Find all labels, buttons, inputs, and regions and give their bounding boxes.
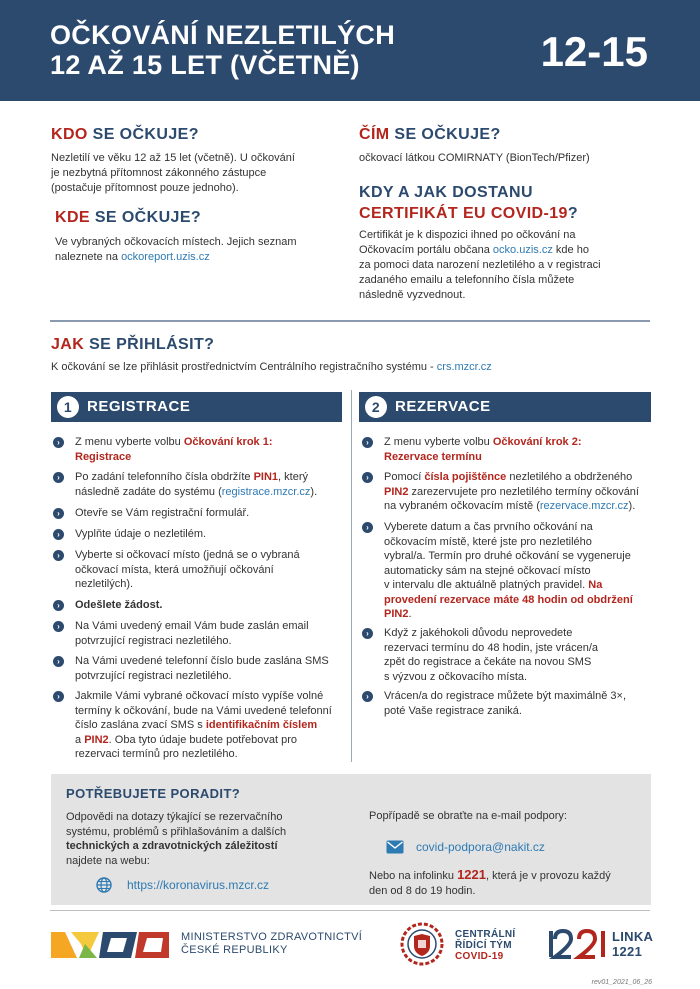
registrace-item xyxy=(75,619,345,648)
item-text: číslo zaslána zvací SMS s xyxy=(75,719,203,731)
ockoreport-link[interactable]: ockoreport.uzis.cz xyxy=(121,251,210,263)
certifikat-text-suffix: kde ho xyxy=(555,244,589,256)
item-highlight: identifikačním číslem xyxy=(205,719,318,731)
crt-name xyxy=(455,929,515,962)
column-divider xyxy=(351,390,352,762)
item-text: Z menu vyberte volbu xyxy=(384,436,490,448)
step-2-badge: 2 xyxy=(365,396,387,418)
step-1-badge: 1 xyxy=(57,396,79,418)
infoline-suffix: , která je v provozu každý xyxy=(486,870,611,882)
registrace-bar xyxy=(51,392,342,422)
jak-heading-red: JAK xyxy=(51,336,85,353)
item-highlight: PIN2 xyxy=(84,733,109,746)
item-text: Jakmile Vámi vybrané očkovací místo vypíše volné xyxy=(75,690,324,702)
item-text: . xyxy=(408,608,412,620)
rezervace-item xyxy=(384,626,654,684)
divider xyxy=(50,320,650,322)
linka-name xyxy=(612,929,653,959)
kde-text xyxy=(55,235,345,265)
item-text: Vyberete datum a čas prvního očkování na xyxy=(384,521,593,533)
certifikat-heading-end: ? xyxy=(567,205,579,222)
cim-heading xyxy=(359,126,501,144)
rezervace-item xyxy=(384,689,656,718)
cim-heading-rest: SE OČKUJE? xyxy=(394,126,501,143)
jak-text xyxy=(51,360,651,375)
kdo-text-line: (postačuje přítomnost pouze jednoho). xyxy=(51,182,239,194)
registrace-item xyxy=(75,470,345,499)
chevron-right-icon: › xyxy=(362,691,373,702)
item-text: termíny k očkování, bude na Vámi uvedené telefonní xyxy=(75,704,332,717)
kdo-heading-rest: SE OČKUJE? xyxy=(92,126,199,143)
kde-heading-red: KDE xyxy=(55,209,90,226)
infoline-prefix: Nebo na infolinku xyxy=(369,870,455,882)
item-text: Z menu vyberte volbu xyxy=(75,436,181,448)
rezervace-item xyxy=(384,520,656,622)
item-text: ). xyxy=(310,485,318,498)
kdo-text-line: Nezletilí ve věku 12 až 15 let (včetně). U očkování xyxy=(51,152,295,164)
crt-emblem-icon xyxy=(400,922,444,966)
kdo-text-line: je nezbytná přítomnost zákonného zástupce xyxy=(51,167,267,179)
infoline-hours: den od 8 do 19 hodin. xyxy=(369,884,476,897)
chevron-right-icon: › xyxy=(53,656,64,667)
help-title: POTŘEBUJETE PORADIT? xyxy=(66,786,241,801)
email-icon xyxy=(386,840,404,854)
linka-logo xyxy=(549,929,607,959)
rezervace-title: REZERVACE xyxy=(395,398,491,415)
item-highlight: Očkování krok 1: xyxy=(183,436,273,448)
item-text: nezletilých). xyxy=(75,578,134,590)
item-text: ). xyxy=(628,500,636,512)
revision-label: rev01_2021_06_26 xyxy=(591,979,652,986)
jak-heading-rest: SE PŘIHLÁSIT? xyxy=(89,336,215,353)
item-text: nezletilého a obdrženého xyxy=(509,471,633,483)
item-highlight: PIN1 xyxy=(253,471,279,483)
cim-text: očkovací látkou COMIRNATY (BionTech/Pfizer) xyxy=(359,152,590,164)
header-banner xyxy=(0,0,700,101)
kdo-heading-red: KDO xyxy=(51,126,88,143)
kdo-heading xyxy=(51,126,199,144)
item-highlight: Rezervace termínu xyxy=(384,450,482,463)
help-text-line: najdete na webu: xyxy=(66,854,150,867)
ocko-uzis-link[interactable]: ocko.uzis.cz xyxy=(492,244,553,256)
chevron-right-icon: › xyxy=(53,621,64,632)
chevron-right-icon: › xyxy=(53,472,64,483)
chevron-right-icon: › xyxy=(53,508,64,519)
jak-heading xyxy=(51,336,214,354)
help-box xyxy=(51,774,651,905)
certifikat-text-line: Certifikát je k dispozici ihned po očkování na xyxy=(359,229,576,241)
certifikat-text-line: zadaného emailu a telefonního čísla můžete xyxy=(359,274,575,286)
rezervace-item xyxy=(384,470,654,514)
item-text: očkovacím místě, které jste pro nezletilého xyxy=(384,535,592,548)
item-highlight: Registrace xyxy=(75,450,132,463)
item-text: potvrzující registraci nezletilého. xyxy=(75,634,232,647)
item-text: Vrácen/a do registrace můžete být maximálně 3×, xyxy=(384,690,627,702)
title-line-1: OČKOVÁNÍ NEZLETILÝCH xyxy=(50,20,396,50)
registrace-item xyxy=(75,548,345,592)
registrace-link[interactable]: registrace.mzcr.cz xyxy=(221,485,311,498)
item-text: a xyxy=(75,733,82,746)
rezervace-bar xyxy=(359,392,651,422)
item-text: s výzvou z očkovacího místa. xyxy=(384,670,528,683)
certifikat-heading xyxy=(359,182,578,224)
chevron-right-icon: › xyxy=(53,691,64,702)
item-highlight: provedení rezervace máte 48 hodin od obdržení xyxy=(384,593,633,606)
kde-heading-rest: SE OČKUJE? xyxy=(94,209,202,226)
item-text: na vybraném očkovacím místě ( xyxy=(384,500,540,512)
item-text: zpět do registrace a čekáte na novou SMS xyxy=(384,656,592,668)
item-highlight: PIN2 xyxy=(384,485,409,498)
registrace-item: Odešlete žádost. xyxy=(75,599,163,611)
item-highlight: čísla pojištěnce xyxy=(424,471,507,483)
rezervace-link[interactable]: rezervace.mzcr.cz xyxy=(539,500,629,512)
registrace-item xyxy=(75,435,345,464)
kde-heading xyxy=(55,209,201,227)
linka-line: 1221 xyxy=(612,944,643,959)
chevron-right-icon: › xyxy=(362,437,373,448)
footer-divider xyxy=(50,910,650,911)
title-line-2: 12 AŽ 15 LET (VČETNĚ) xyxy=(50,50,360,80)
email-intro: Popřípadě se obraťte na e-mail podpory: xyxy=(369,810,567,822)
registrace-item xyxy=(75,689,350,762)
item-highlight: PIN2 xyxy=(384,608,409,620)
certifikat-text-prefix: Očkovacím portálu občana xyxy=(359,244,490,256)
registrace-title: REGISTRACE xyxy=(87,398,191,415)
globe-icon xyxy=(96,877,112,893)
ministry-logo xyxy=(51,928,169,958)
infoline-number[interactable]: 1221 xyxy=(457,867,486,882)
email-link[interactable]: covid-podpora@nakit.cz xyxy=(416,840,545,854)
crt-line: ŘÍDÍCÍ TÝM xyxy=(455,940,512,951)
certifikat-text-line: následně vyzvednout. xyxy=(359,289,466,301)
rezervace-item xyxy=(384,435,654,464)
help-text-line: Odpovědi na dotazy týkající se rezervačního xyxy=(66,811,283,823)
kde-text-line: Ve vybraných očkovacích místech. Jejich seznam xyxy=(55,236,297,248)
item-highlight: Na xyxy=(588,579,603,591)
help-text-line: systému, problémů s přihlašováním a dalších xyxy=(66,825,287,838)
koronavirus-link[interactable]: https://koronavirus.mzcr.cz xyxy=(127,878,270,892)
item-text: poté Vaše registrace zaniká. xyxy=(384,704,522,717)
item-text: Když z jakéhokoli důvodu neprovedete xyxy=(384,627,573,639)
infoline-text xyxy=(369,868,649,898)
kde-text-prefix: naleznete na xyxy=(55,251,118,263)
item-text: rezervaci termínů pro nezletilého. xyxy=(75,748,238,760)
item-text: Na Vámi uvedené telefonní číslo bude zaslána SMS xyxy=(75,655,329,667)
linka-line: LINKA xyxy=(612,929,654,944)
chevron-right-icon: › xyxy=(53,437,64,448)
item-text: Na Vámi uvedený email Vám bude zaslán email xyxy=(75,620,309,632)
item-text: Vyberte si očkovací místo (jedná se o vybraná xyxy=(75,549,300,561)
chevron-right-icon: › xyxy=(53,600,64,611)
item-text: v intervalu dle aktuálně platných pravidel. xyxy=(384,579,586,591)
item-text: vybral/a. Termín pro druhé očkování se vygeneruje xyxy=(384,550,631,562)
item-text: následně zadáte do systému ( xyxy=(75,485,222,498)
registrace-item xyxy=(75,654,350,683)
help-text xyxy=(66,810,356,868)
cim-heading-red: ČÍM xyxy=(359,126,390,143)
crs-link[interactable]: crs.mzcr.cz xyxy=(436,361,492,373)
crt-line: CENTRÁLNÍ xyxy=(455,929,516,940)
certifikat-heading-red: CERTIFIKÁT EU COVID-19 xyxy=(359,205,568,222)
crt-line: COVID-19 xyxy=(455,951,504,962)
chevron-right-icon: › xyxy=(362,628,373,639)
certifikat-text xyxy=(359,228,649,303)
kdo-text xyxy=(51,151,341,196)
registrace-item: Vyplňte údaje o nezletilém. xyxy=(75,528,207,540)
help-text-bold: technických a zdravotnických záležitostí xyxy=(66,840,278,852)
chevron-right-icon: › xyxy=(362,472,373,483)
item-text: potvrzující registraci nezletilého. xyxy=(75,669,232,682)
item-text: . Oba tyto údaje budete potřebovat pro xyxy=(108,733,298,746)
chevron-right-icon: › xyxy=(53,550,64,561)
item-text: automaticky sám na stejné očkovací místo xyxy=(384,564,591,577)
certifikat-text-line: za pomoci data narození nezletilého a v registraci xyxy=(359,259,601,271)
item-text: Po zadání telefonního čísla obdržíte xyxy=(75,471,251,483)
item-highlight: Očkování krok 2: xyxy=(492,436,582,448)
item-text: rezervaci termínu do 48 hodin, jste vrácen/a xyxy=(384,641,599,654)
certifikat-heading-line1: KDY A JAK DOSTANU xyxy=(359,184,533,201)
item-text: , který xyxy=(278,471,308,483)
ministry-line: ČESKÉ REPUBLIKY xyxy=(181,944,288,956)
chevron-right-icon: › xyxy=(362,522,373,533)
item-text: Pomocí xyxy=(384,471,422,483)
item-text: očkovací místa, která umožňují očkování xyxy=(75,563,274,576)
chevron-right-icon: › xyxy=(53,529,64,540)
jak-text-prefix: K očkování se lze přihlásit prostřednictvím Centrálního registračního systému - xyxy=(51,361,434,373)
age-range: 12-15 xyxy=(540,28,648,75)
ministry-line: MINISTERSTVO ZDRAVOTNICTVÍ xyxy=(181,931,363,943)
ministry-name xyxy=(181,931,362,957)
item-text: zarezervujete pro nezletilého termíny očkování xyxy=(411,485,639,498)
registrace-item: Otevře se Vám registrační formulář. xyxy=(75,507,250,519)
